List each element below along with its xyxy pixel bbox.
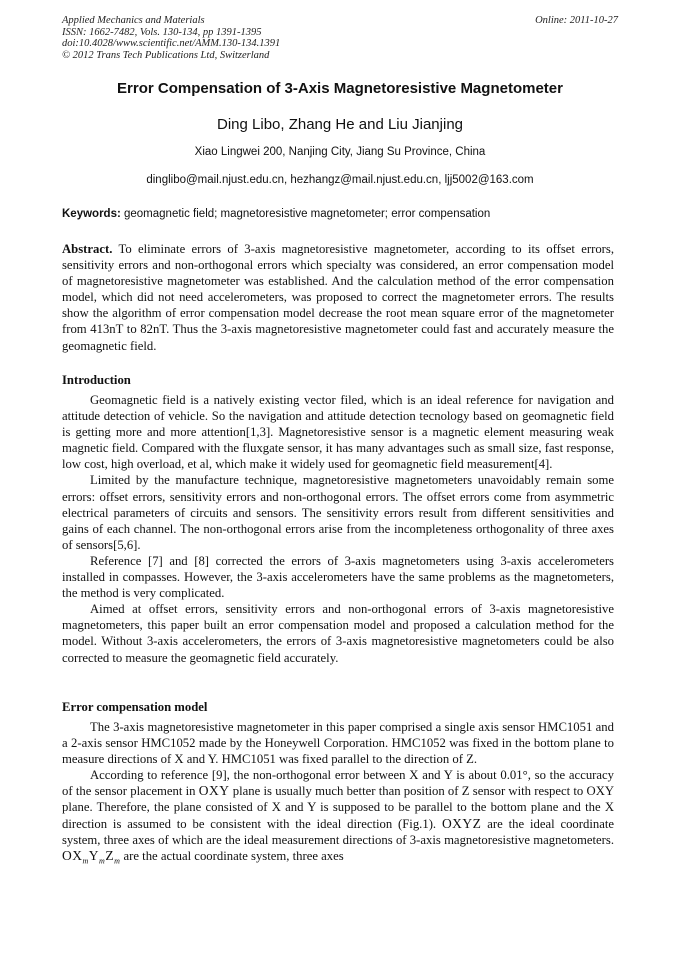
paper-title: Error Compensation of 3-Axis Magnetoresistive Magnetometer — [117, 80, 563, 97]
intro-paragraph-3: Reference [7] and [8] corrected the errors of 3-axis magnetometers using 3-axis accelerometers installed in compasses. However, the 3-axis accelerometers have the same problems as the magnetometers, the method is very complicated. — [62, 553, 614, 601]
error-model-text-c: are the ideal coordinate system, three axes of which are the ideal measurement directions of 3-axis magnetoresistive magnetometers. — [62, 816, 614, 847]
error-model-text-d: are the actual coordinate system, three axes — [123, 848, 344, 863]
copyright-line: © 2012 Trans Tech Publications Ltd, Switzerland — [62, 49, 270, 61]
introduction-body — [62, 392, 614, 666]
journal-header — [62, 15, 618, 61]
error-model-paragraph-2 — [62, 767, 614, 869]
keywords-label: Keywords: — [62, 208, 121, 220]
abstract-label: Abstract. — [62, 242, 113, 256]
issn-line: ISSN: 1662-7482, Vols. 130-134, pp 1391-1395 — [62, 26, 262, 38]
symbol-actual-y: Y — [88, 847, 100, 863]
error-model-text-b: plane is usually much better than position of Z sensor with respect to OXY plane. Therefore, the plane consisted of X and Y is supposed to be parallel to the bottom plane and the X direction is assumed to be consistent with the ideal direction (Fig.1). — [62, 784, 615, 831]
symbol-sub-y: m — [99, 856, 106, 866]
symbol-oxy: OXY — [198, 783, 230, 799]
author-emails: dinglibo@mail.njust.edu.cn, hezhangz@mail.njust.edu.cn, ljj5002@163.com — [146, 174, 534, 186]
symbol-sub-x: m — [82, 856, 89, 866]
symbol-oxyz: OXYZ — [441, 815, 482, 831]
keywords — [62, 208, 618, 220]
error-model-body — [62, 719, 614, 870]
abstract — [62, 241, 614, 354]
introduction-heading: Introduction — [62, 373, 131, 387]
intro-paragraph-4: Aimed at offset errors, sensitivity errors and non-orthogonal errors of 3-axis magnetoresistive magnetometers, this paper built an error compensation model and proposed a calculation method for the model. Without 3-axis accelerometers, the errors of 3-axis magnetoresistive magnetometers could be also corrected to measure the geomagnetic field accurately. — [62, 602, 614, 665]
error-model-text-a: According to reference [9], the non-orthogonal error between X and Y is about 0.01°, so the accuracy of the sensor placement in — [62, 768, 614, 799]
paper-authors: Ding Libo, Zhang He and Liu Jianjing — [217, 116, 463, 133]
online-date: Online: 2011-10-27 — [535, 15, 618, 26]
doi-line: doi:10.4028/www.scientific.net/AMM.130-134.1391 — [62, 38, 281, 49]
journal-name: Applied Mechanics and Materials — [62, 15, 205, 26]
symbol-actual-z: Z — [105, 847, 115, 863]
error-model-paragraph-1: The 3-axis magnetoresistive magnetometer in this paper comprised a single axis sensor HMC1051 and a 2-axis sensor HMC1052 made by the Honeywell Corporation. HMC1052 was fixed in the bottom plane to measure directions of X and Y. HMC1051 was fixed parallel to the direction of Z. — [62, 720, 614, 767]
symbol-actual-o: OX — [62, 847, 83, 863]
intro-paragraph-2: Limited by the manufacture technique, magnetoresistive magnetometers unavoidably remain some errors: offset errors, sensitivity errors and non-orthogonal errors. The offset errors come from asymmetric electrical parameters of circuits and sensors. The sensitivity errors result from different sensitivities and gains of each channel. The non-orthogonal errors arise from the incompleteness orthogonality of three axes of sensors[5,6]. — [62, 473, 614, 552]
intro-paragraph-1: Geomagnetic field is a natively existing vector filed, which is an ideal reference for navigation and attitude detection of vehicle. So the navigation and attitude detection tecnology based on geomagnetic field is getting more and more attention[1,3]. Magnetoresistive sensor is a magnetic element measuring weak magnetic field. Compared with the fluxgate sensor, it has many advantages such as small size, fast response, low cost, high overload, et al, which make it widely used for geomagnetic field measurement[4]. — [62, 393, 614, 472]
keywords-text: geomagnetic field; magnetoresistive magnetometer; error compensation — [124, 208, 491, 220]
abstract-text: To eliminate errors of 3-axis magnetoresistive magnetometer, according to its offset errors, sensitivity errors and non-orthogonal errors which specialty was considered, an error compensation model of magnetoresistive magnetometer was established. And the calculation method of the error compensation model, which did not need accelerometers, was proposed to correct the magnetometer errors. The results show the algorithm of error compensation model decrease the root mean square error of the magnetometer from 413nT to 82nT. Thus the 3-axis magnetoresistive magnetometer could fast and accurately measure the geomagnetic field. — [62, 242, 614, 353]
author-affiliation: Xiao Lingwei 200, Nanjing City, Jiang Su Province, China — [194, 146, 486, 158]
error-model-heading: Error compensation model — [62, 700, 208, 714]
symbol-sub-z: m — [114, 856, 121, 866]
symbol-actual-coords — [62, 847, 121, 866]
